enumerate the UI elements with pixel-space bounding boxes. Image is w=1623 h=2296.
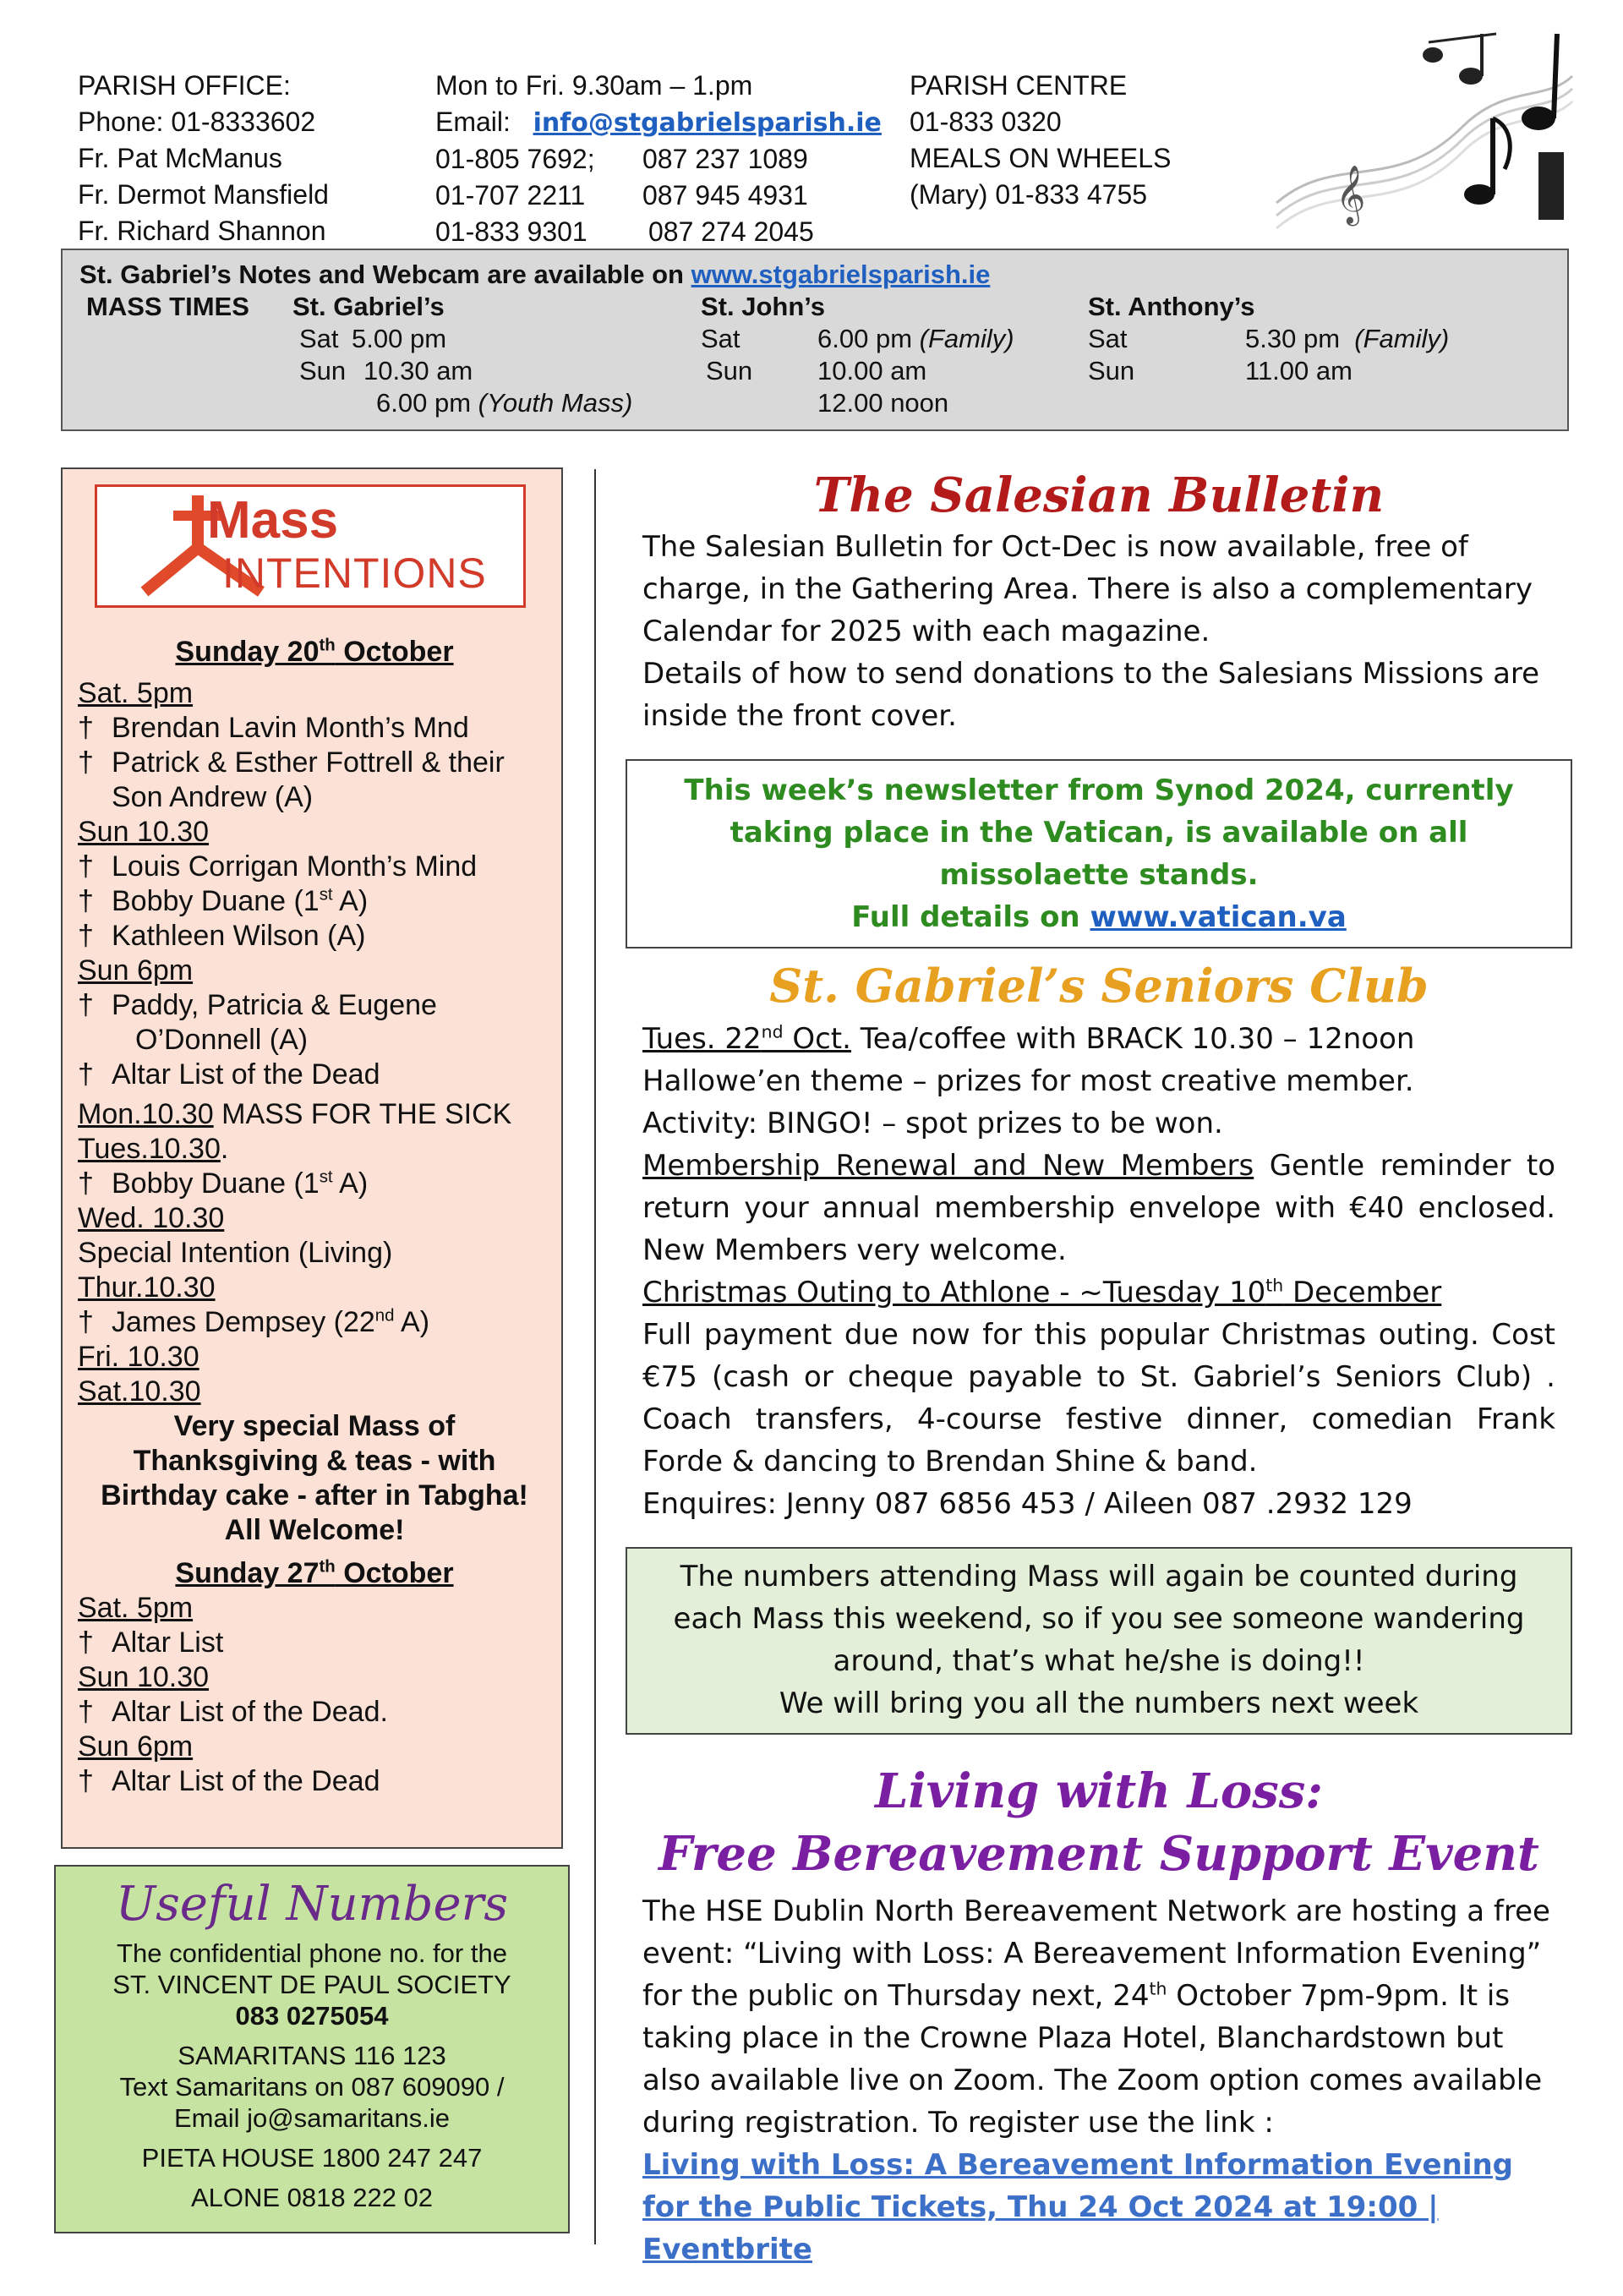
mass-row	[292, 387, 632, 419]
mass-intentions-box	[61, 467, 563, 1849]
priest-name: Fr. Pat McManus	[78, 143, 282, 173]
intention-item: † Altar List of the Dead	[78, 1058, 380, 1091]
priest-name: Fr. Richard Shannon	[78, 216, 326, 246]
useful-line: Text Samaritans on 087 609090 /	[119, 2072, 505, 2102]
useful-line: SAMARITANS 116 123	[178, 2041, 446, 2070]
intention-item: Special Intention (Living)	[78, 1237, 393, 1269]
useful-line: Email jo@samaritans.ie	[173, 2103, 451, 2133]
sunday-heading: Sunday 27th October	[175, 1557, 454, 1589]
parish-phone: Phone: 01-8333602	[78, 107, 316, 137]
intention-item: † Altar List of the Dead.	[78, 1696, 388, 1728]
church-name: St. Anthony’s	[1088, 292, 1255, 321]
intention-item: † Paddy, Patricia & Eugene	[78, 989, 437, 1021]
mass-time: 10.00 am	[817, 356, 927, 385]
seniors-xmas-heading: Christmas Outing to Athlone - ~Tuesday 10th December	[642, 1275, 1442, 1309]
loss-body: The HSE Dublin North Bereavement Network are hosting a free event: “Living with Loss: A Bereavement Information Evening” for the public on Thursday next, 24th October 7pm-9pm. It is taking place in the Crowne Plaza Hotel, Blanchardstown but also available live on Zoom. The Zoom option comes available during registration. To register use the link :	[642, 1894, 1550, 2140]
mass-slot-label: Sun 6pm	[78, 1730, 194, 1763]
mass-time: 12.00 noon	[817, 388, 949, 418]
mass-slot-label: Fri. 10.30	[78, 1341, 199, 1373]
mass-slot-label: Sat. 5pm	[78, 677, 194, 709]
mass-times-label	[86, 291, 249, 323]
mass-note: (Family)	[1354, 324, 1450, 353]
mass-time: 5.30 pm	[1245, 324, 1341, 353]
seniors-renewal: Membership Renewal and New Members Gentle reminder to return your annual membership envelope with €40 enclosed. New Members very welcome.	[642, 1149, 1555, 1267]
mass-time: 5.00 pm	[352, 324, 447, 353]
useful-line: 083 0275054	[235, 2001, 389, 2031]
mass-time: 6.00 pm	[376, 388, 472, 418]
phone-a: 01-833 9301	[435, 216, 587, 247]
mass-slot-label: Sun 10.30	[78, 816, 210, 848]
mass-time: 11.00 am	[1245, 356, 1352, 385]
column-divider	[594, 469, 596, 2244]
mass-row	[701, 323, 1014, 355]
intention-item: † Bobby Duane (1st A)	[78, 885, 369, 917]
seniors-line: Activity: BINGO! – spot prizes to be won.	[642, 1107, 1223, 1140]
priest-name: Fr. Dermot Mansfield	[78, 179, 329, 210]
weekday-mass: Mon.10.30 MASS FOR THE SICK	[78, 1098, 512, 1130]
church-st-gabriels	[292, 291, 632, 419]
phone-b: 087 945 4931	[642, 180, 808, 210]
mass-note: (Youth Mass)	[478, 388, 633, 418]
mass-slot-label: Wed. 10.30	[78, 1202, 225, 1234]
mass-slot-label: Thur.10.30	[78, 1271, 216, 1304]
intention-item: † Altar List	[78, 1626, 224, 1659]
mass-row	[701, 387, 1014, 419]
loss-title	[642, 1760, 1555, 1885]
meals-label: MEALS ON WHEELS	[910, 143, 1172, 173]
mass-slot-label: Sat. 5pm	[78, 1592, 194, 1624]
mass-row	[292, 323, 632, 355]
email-link[interactable]: info@stgabrielsparish.ie	[533, 108, 882, 138]
mass-slot-label: Sun 6pm	[78, 954, 194, 987]
weekday-mass: Tues.10.30.	[78, 1133, 229, 1165]
email-label: Email:	[435, 107, 511, 137]
useful-numbers-title: Useful Numbers	[115, 1877, 509, 1932]
loss-title-line: Living with Loss:	[875, 1763, 1323, 1819]
parish-office-label: PARISH OFFICE:	[78, 70, 291, 101]
music-notes-icon	[1260, 25, 1581, 237]
seniors-xmas-text: Full payment due now for this popular Christmas outing. Cost €75 (cash or cheque payable to St. Gabriel’s Seniors Club) . Coach transfers, 4-course festive dinner, comedian Frank Forde & dancing to Brendan Shine & band.	[642, 1318, 1555, 1479]
logo-mass-text: Mass	[207, 491, 339, 549]
notes-text: St. Gabriel’s Notes and Webcam are available on	[79, 260, 691, 289]
sunday-heading: Sunday 20th October	[175, 636, 454, 668]
header-col1	[78, 68, 329, 249]
website-link[interactable]: www.stgabrielsparish.ie	[691, 260, 991, 289]
mass-day: Sat	[299, 324, 339, 353]
mass-count-box	[626, 1547, 1572, 1735]
logo-intentions-text: INTENTIONS	[222, 549, 487, 597]
eventbrite-link[interactable]: Living with Loss: A Bereavement Information Evening for the Public Tickets, Thu 24 Oct 2024 at 19:00 | Eventbrite	[642, 2148, 1514, 2266]
mass-row	[701, 355, 1014, 387]
phone-b: 087 274 2045	[648, 216, 814, 247]
mass-times-box	[61, 249, 1569, 431]
svg-text:𝄞: 𝄞	[1336, 165, 1366, 224]
salesian-body: The Salesian Bulletin for Oct-Dec is now available, free of charge, in the Gathering Area. There is also a complementary Calendar for 2025 with each magazine.	[642, 530, 1533, 648]
church-st-johns	[701, 291, 1014, 419]
mass-day: Sun	[299, 356, 347, 385]
useful-line: ST. VINCENT DE PAUL SOCIETY	[112, 1970, 511, 1999]
useful-numbers-box	[54, 1865, 570, 2233]
intention-item: † Brendan Lavin Month’s Mnd	[78, 712, 469, 744]
phone-a: 01-805 7692;	[435, 144, 595, 174]
parish-centre-label: PARISH CENTRE	[910, 70, 1128, 101]
church-name: St. John’s	[701, 292, 825, 321]
salesian-title: The Salesian Bulletin	[813, 467, 1385, 523]
useful-line: ALONE 0818 222 02	[190, 2183, 434, 2212]
phone-row	[435, 178, 882, 214]
header-col2	[435, 68, 882, 250]
office-hours: Mon to Fri. 9.30am – 1.pm	[435, 70, 753, 101]
mass-note: (Family)	[919, 324, 1014, 353]
mass-slot-label: Sun 10.30	[78, 1661, 210, 1693]
seniors-title: St. Gabriel’s Seniors Club	[769, 959, 1429, 1013]
seniors-enquires: Enquires: Jenny 087 6856 453 / Aileen 087 .2932 129	[642, 1487, 1413, 1521]
mass-row	[1088, 323, 1449, 355]
intention-item: O’Donnell (A)	[135, 1024, 309, 1056]
synod-details: Full details on www.vatican.va	[851, 900, 1347, 934]
mass-time: 10.30 am	[363, 356, 473, 385]
count-text: The numbers attending Mass will again be counted during each Mass this weekend, so if you see someone wandering around, that’s what he/she is doing!!	[673, 1560, 1525, 1678]
intention-item: † Bobby Duane (1st A)	[78, 1167, 369, 1200]
email-row	[435, 104, 882, 141]
seniors-line: Hallowe’en theme – prizes for most creative member.	[642, 1064, 1414, 1098]
intention-item: † Kathleen Wilson (A)	[78, 920, 366, 952]
mass-row	[292, 355, 632, 387]
seniors-date-line: Tues. 22nd Oct. Tea/coffee with BRACK 10.30 – 12noon	[642, 1021, 1415, 1056]
mass-slot-label: Sat.10.30	[78, 1375, 201, 1408]
header-col3	[910, 68, 1171, 213]
intention-item: † Louis Corrigan Month’s Mind	[78, 850, 478, 883]
phone-row	[435, 214, 882, 250]
mass-row	[1088, 355, 1449, 387]
phone-a: 01-707 2211	[435, 180, 586, 210]
mass-day: Sun	[706, 356, 753, 385]
mass-day: Sat	[701, 324, 740, 353]
synod-box	[626, 759, 1572, 948]
right-column	[642, 465, 1555, 2271]
intention-item: † Patrick & Esther Fottrell & their	[78, 746, 505, 779]
mass-times-text: MASS TIMES	[86, 292, 249, 321]
mass-day: Sat	[1088, 324, 1128, 353]
intention-item: † James Dempsey (22nd A)	[78, 1306, 430, 1338]
intention-item: † Altar List of the Dead	[78, 1765, 380, 1797]
notes-line	[79, 259, 990, 291]
mass-intentions-logo	[95, 484, 526, 608]
phone-row	[435, 141, 882, 178]
vatican-link[interactable]: www.vatican.va	[1090, 900, 1347, 934]
mass-day: Sun	[1088, 356, 1135, 385]
loss-title-line: Free Bereavement Support Event	[658, 1826, 1539, 1882]
special-mass-note: Very special Mass of Thanksgiving & teas - with Birthday cake - after in Tabgha! All Welcome!	[101, 1410, 528, 1546]
count-text: We will bring you all the numbers next week	[779, 1686, 1419, 1720]
church-name: St. Gabriel’s	[292, 292, 445, 321]
synod-text: This week’s newsletter from Synod 2024, currently taking place in the Vatican, is available on all missolaette stands.	[684, 774, 1514, 892]
intentions-list	[78, 635, 551, 1799]
mass-time: 6.00 pm	[817, 324, 913, 353]
church-st-anthonys	[1088, 291, 1449, 387]
intention-item: Son Andrew (A)	[112, 781, 314, 813]
salesian-body: Details of how to send donations to the Salesians Missions are inside the front cover.	[642, 657, 1540, 733]
phone-b: 087 237 1089	[642, 144, 808, 174]
meals-phone: (Mary) 01-833 4755	[910, 179, 1148, 210]
useful-line: PIETA HOUSE 1800 247 247	[141, 2143, 483, 2173]
useful-line: The confidential phone no. for the	[117, 1938, 507, 1968]
parish-centre-phone: 01-833 0320	[910, 107, 1062, 137]
